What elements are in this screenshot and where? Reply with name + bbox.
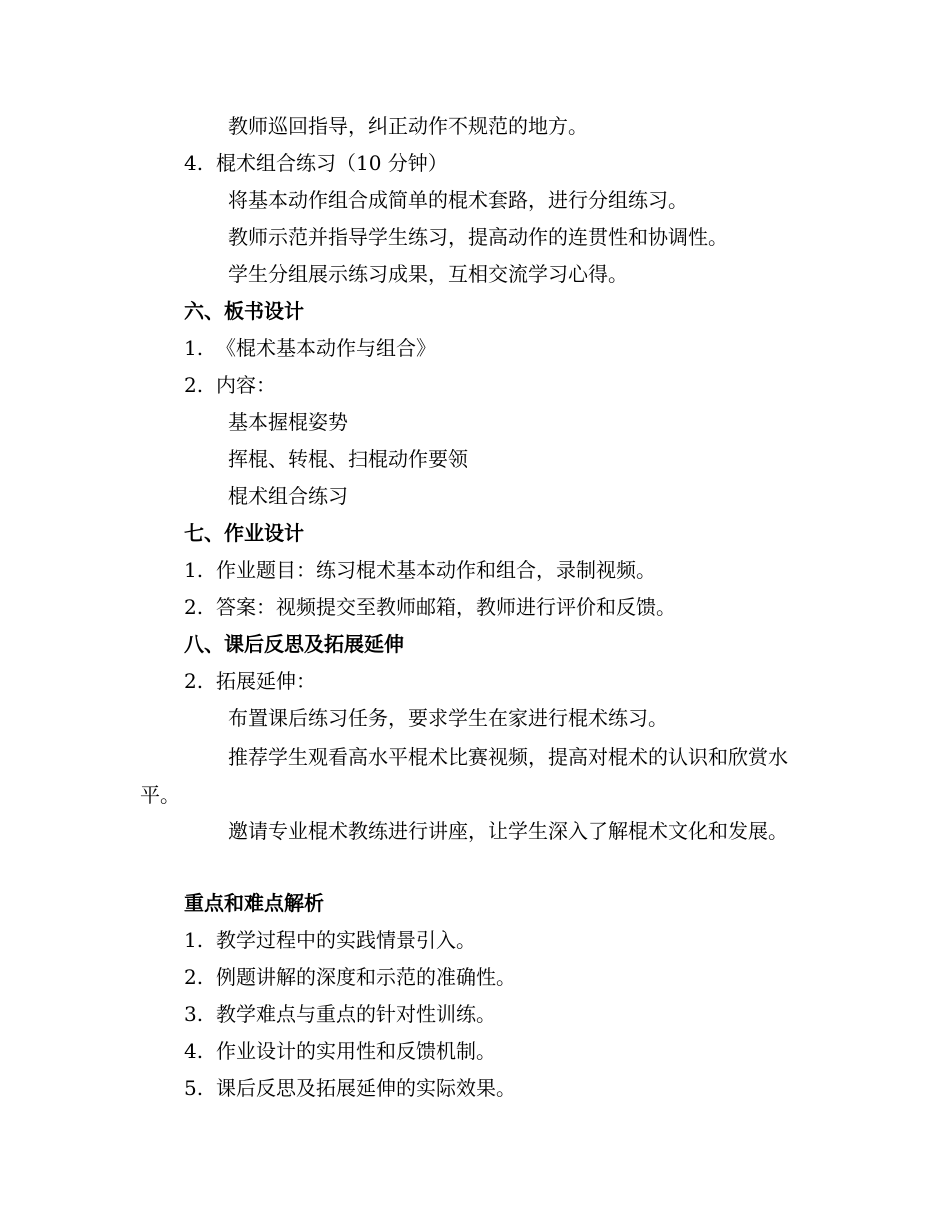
list-text: 作业题目：练习棍术基本动作和组合，录制视频。 [216, 558, 656, 582]
list-number: 2. [184, 965, 204, 989]
text-line: 教师示范并指导学生练习，提高动作的连贯性和协调性。 [228, 225, 728, 249]
list-item [184, 373, 276, 397]
list-text: 教学过程中的实践情景引入。 [216, 928, 476, 952]
list-item [184, 1002, 496, 1026]
list-item [184, 669, 316, 693]
text-line: 学生分组展示练习成果，互相交流学习心得。 [228, 262, 628, 286]
list-number: 2. [184, 373, 204, 397]
list-text: 答案：视频提交至教师邮箱，教师进行评价和反馈。 [216, 595, 676, 619]
text-line: 教师巡回指导，纠正动作不规范的地方。 [228, 114, 588, 138]
list-number: 1. [184, 928, 204, 952]
list-text: 内容： [216, 373, 276, 397]
list-item [184, 595, 676, 619]
section-heading: 七、作业设计 [184, 521, 304, 545]
list-number: 4. [184, 1039, 204, 1063]
list-text: 棍术组合练习（10 分钟） [216, 151, 448, 175]
list-item [184, 1076, 516, 1100]
section-heading: 八、课后反思及拓展延伸 [184, 632, 404, 656]
list-number: 5. [184, 1076, 204, 1100]
text-line: 布置课后练习任务，要求学生在家进行棍术练习。 [228, 706, 668, 730]
section-heading: 六、板书设计 [184, 299, 304, 323]
text-line: 将基本动作组合成简单的棍术套路，进行分组练习。 [228, 188, 688, 212]
list-text: 作业设计的实用性和反馈机制。 [216, 1039, 496, 1063]
list-number: 1. [184, 336, 204, 360]
text-line: 棍术组合练习 [228, 484, 348, 508]
list-number: 3. [184, 1002, 204, 1026]
text-line: 挥棍、转棍、扫棍动作要领 [228, 447, 468, 471]
text-line: 基本握棍姿势 [228, 410, 348, 434]
list-item [184, 965, 516, 989]
list-number: 2. [184, 595, 204, 619]
list-text: 教学难点与重点的针对性训练。 [216, 1002, 496, 1026]
list-item [184, 558, 656, 582]
paragraph: 推荐学生观看高水平棍术比赛视频，提高对棍术的认识和欣赏水平。 [140, 745, 788, 807]
list-text: 课后反思及拓展延伸的实际效果。 [216, 1076, 516, 1100]
list-item [184, 1039, 496, 1063]
list-number: 2. [184, 669, 204, 693]
list-number: 1. [184, 558, 204, 582]
section-heading: 重点和难点解析 [184, 891, 324, 915]
list-text: 例题讲解的深度和示范的准确性。 [216, 965, 516, 989]
list-item [184, 336, 436, 360]
paragraph: 邀请专业棍术教练进行讲座，让学生深入了解棍术文化和发展。 [228, 819, 788, 843]
list-number: 4. [184, 151, 204, 175]
list-text: 《棍术基本动作与组合》 [216, 336, 436, 360]
list-text: 拓展延伸： [216, 669, 316, 693]
list-item [184, 928, 476, 952]
list-item [184, 151, 448, 175]
